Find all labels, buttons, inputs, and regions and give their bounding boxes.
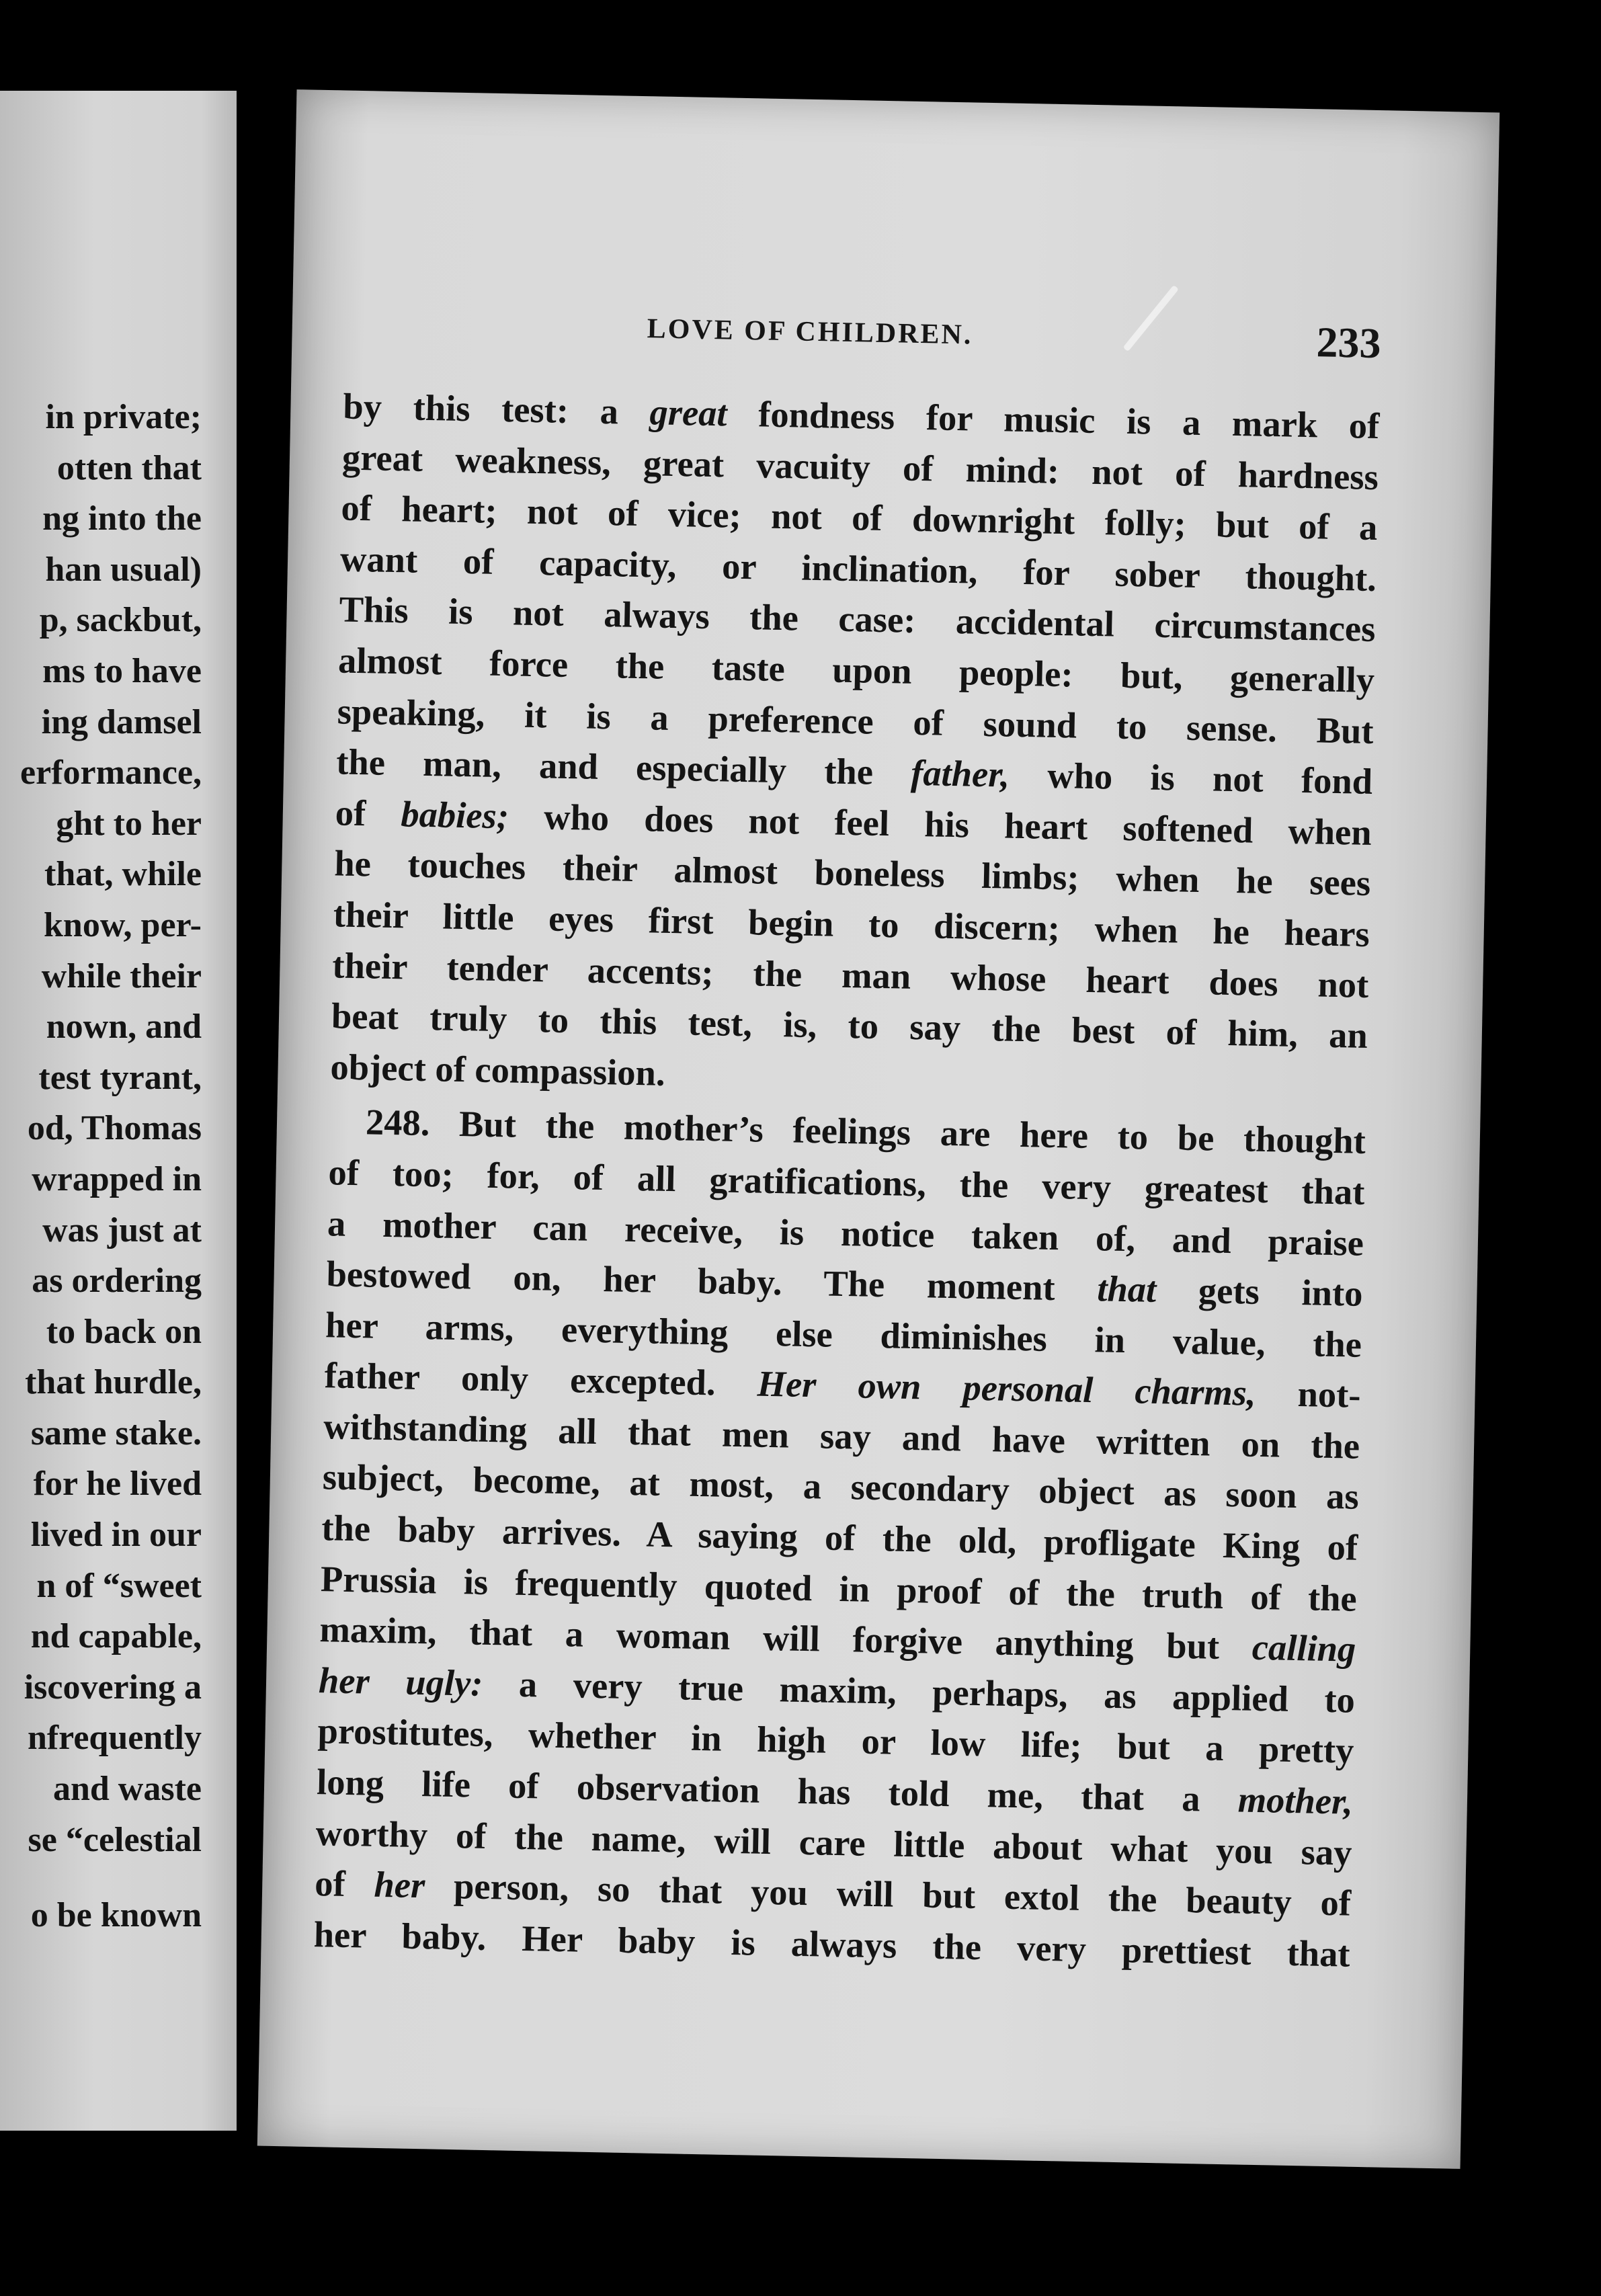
text-run: father only excepted.: [324, 1354, 758, 1404]
left-page-line: nown, and: [46, 1008, 202, 1047]
left-page-line: lived in our: [30, 1516, 202, 1555]
left-page-line: p, sackbut,: [39, 601, 202, 640]
text-run: great weakness, great vacuity of mind: not of hardness: [341, 436, 1379, 497]
text-run: of heart; not of vice; not of downright folly; but of a: [341, 487, 1378, 548]
running-title: LOVE OF CHILDREN.: [647, 313, 973, 351]
text-run: gets into: [1155, 1269, 1364, 1314]
left-page-line: ng into the: [42, 499, 202, 538]
text-run: subject, become, at most, a secondary object as soon as: [322, 1456, 1360, 1518]
left-page-line: while their: [41, 956, 202, 995]
left-page-line: nd capable,: [30, 1617, 202, 1656]
text-run: fondness for music is a mark of: [727, 393, 1380, 447]
text-run: bestowed on, her baby. The moment: [326, 1253, 1098, 1309]
italic-phrase: great: [649, 391, 728, 434]
text-run: her baby. Her baby is always the very prettiest that: [313, 1913, 1351, 1975]
left-page-line: test tyrant,: [38, 1058, 202, 1097]
italic-phrase: her: [373, 1864, 425, 1906]
book-page-233: [257, 89, 1500, 2169]
text-run: object of compassion.: [330, 1046, 666, 1094]
text-run: This is not always the case: accidental circumstances: [339, 588, 1377, 650]
italic-phrase: father,: [910, 751, 1010, 795]
text-run: her arms, everything else diminishes in value, the: [325, 1303, 1362, 1365]
text-run: withstanding all that men say and have written on the: [323, 1405, 1360, 1467]
left-page-line: ms to have: [42, 651, 202, 690]
italic-phrase: calling: [1251, 1627, 1356, 1670]
text-run: a mother can receive, is notice taken of, and praise: [327, 1202, 1364, 1264]
left-page-line: that, while: [44, 855, 202, 894]
left-page-line: wrapped in: [32, 1159, 202, 1198]
italic-phrase: that: [1096, 1268, 1157, 1311]
text-run: prostitutes, whether in high or low life; but a pretty: [317, 1710, 1354, 1772]
left-page-line: know, per-: [44, 905, 202, 944]
left-page-line: ght to her: [56, 804, 202, 843]
italic-phrase: mother,: [1237, 1778, 1354, 1822]
left-page-line: to back on: [46, 1312, 202, 1351]
text-run: long life of observation has told me, that a: [316, 1761, 1239, 1820]
text-run: the baby arrives. A saying of the old, profligate King of: [321, 1507, 1358, 1568]
left-page-line: o be known: [30, 1896, 202, 1935]
text-run: of: [314, 1862, 375, 1905]
previous-page-fragment: [0, 91, 237, 2131]
text-run: want of capacity, or inclination, for sober thought.: [339, 538, 1377, 599]
left-page-line: as ordering: [32, 1262, 202, 1301]
left-page-line: han usual): [45, 550, 202, 589]
left-page-line: in private;: [45, 398, 202, 436]
text-run: 248. But the mother’s feelings are here to be thought: [365, 1101, 1366, 1162]
text-run: their tender accents; the man whose heart does not: [331, 944, 1369, 1006]
left-page-line: otten that: [56, 448, 202, 487]
text-run: not-: [1256, 1372, 1362, 1416]
text-run: person, so that you will but extol the beauty of: [424, 1864, 1352, 1924]
text-run: who is not fond: [1009, 753, 1373, 803]
text-run: he touches their almost boneless limbs; when he sees: [333, 842, 1371, 904]
text-run: the man, and especially the: [335, 741, 911, 793]
text-run: of: [335, 792, 402, 835]
text-run: Prussia is frequently quoted in proof of the truth of the: [320, 1557, 1358, 1619]
page-body-text: [313, 381, 1380, 1980]
italic-phrase: Her own personal charms,: [757, 1362, 1257, 1414]
left-page-line: n of “sweet: [36, 1566, 202, 1605]
left-page-line: se “celestial: [28, 1820, 202, 1859]
text-run: of too; for, of all gratifications, the very greatest that: [328, 1151, 1365, 1213]
text-run: speaking, it is a preference of sound to sense. But: [337, 690, 1374, 751]
left-page-line: nfrequently: [27, 1719, 202, 1758]
italic-phrase: babies;: [400, 793, 509, 837]
text-run: by this test: a: [342, 385, 651, 433]
text-run: a very true maxim, perhaps, as applied to: [482, 1662, 1356, 1721]
page-number: 233: [1315, 318, 1382, 368]
text-run: who does not feel his heart softened when: [508, 795, 1372, 853]
text-run: almost force the taste upon people: but, generally: [337, 639, 1375, 701]
left-page-line: ing damsel: [41, 702, 202, 741]
left-page-line: and waste: [52, 1770, 202, 1809]
text-run: worthy of the name, will care little about what you say: [315, 1811, 1353, 1873]
left-page-line: for he lived: [33, 1465, 202, 1504]
left-page-line: that hurdle,: [25, 1363, 202, 1402]
text-run: beat truly to this test, is, to say the best of him, an: [331, 995, 1368, 1057]
italic-phrase: her ugly:: [318, 1659, 483, 1704]
running-head: [292, 298, 1381, 372]
left-page-line: same stake.: [30, 1413, 202, 1452]
text-run: maxim, that a woman will forgive anything but: [319, 1608, 1253, 1668]
text-run: their little eyes first begin to discern; when he hears: [333, 893, 1370, 954]
left-page-line: od, Thomas: [27, 1109, 202, 1148]
left-page-line: iscovering a: [24, 1668, 202, 1707]
left-page-line: erformance,: [20, 753, 202, 792]
previous-page-text: [0, 392, 202, 1935]
left-page-line: was just at: [42, 1211, 202, 1249]
